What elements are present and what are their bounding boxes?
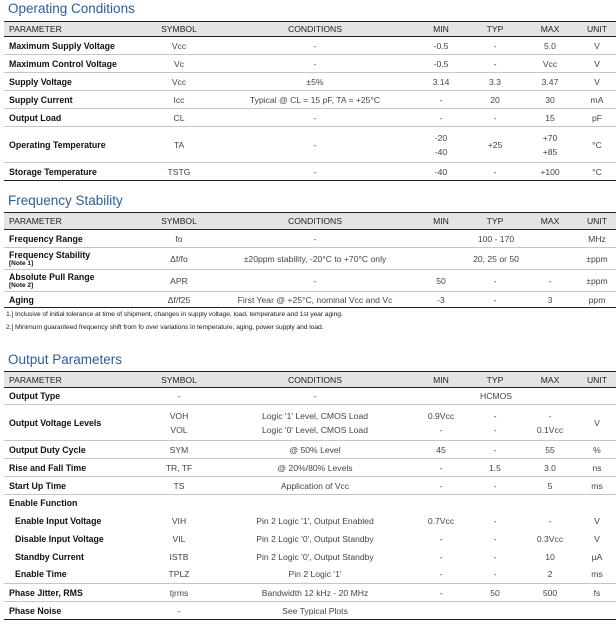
typ: 20 [468, 91, 522, 109]
table-row [4, 388, 616, 405]
col-parameter: PARAMETER [4, 213, 142, 230]
unit: ±ppm [578, 270, 616, 292]
note-ref: [Note 1] [9, 259, 34, 267]
table-row [4, 584, 616, 602]
min: -3 [414, 292, 468, 308]
typ: - [468, 163, 522, 181]
conditions: - [216, 127, 414, 163]
typ: - [493, 551, 497, 562]
max: 55 [522, 441, 578, 459]
param: Enable Function [9, 498, 78, 509]
table-row [4, 602, 616, 620]
table-row [4, 292, 616, 308]
max: 5 [522, 477, 578, 495]
param-label: Absolute Pull Range [9, 271, 95, 282]
min: - [414, 584, 468, 602]
conditions: First Year @ +25°C, nominal Vcc and Vc [216, 292, 414, 308]
conditions: Bandwidth 12 kHz - 20 MHz [216, 584, 414, 602]
unit: mA [578, 91, 616, 109]
col-symbol: SYMBOL [142, 22, 216, 37]
footnote-1: 1.] Inclusive of initial tolerance at time of shipment, changes in supply voltage, load, temperature and 1st year aging. [6, 311, 343, 318]
symbol: VIH [171, 515, 187, 526]
conditions: Application of Vcc [216, 477, 414, 495]
col-conditions: CONDITIONS [216, 22, 414, 37]
col-typ: TYP [468, 213, 522, 230]
conditions: Pin 2 Logic '1' [216, 566, 414, 584]
conditions: @ 50% Level [216, 441, 414, 459]
table-row [4, 55, 616, 73]
conditions-high: Logic '1' Level, CMOS Load [262, 410, 368, 421]
symbol: TR, TF [142, 459, 216, 477]
min: 50 [414, 270, 468, 292]
conditions: Pin 2 Logic '1', Output Enabled [256, 515, 374, 526]
frequency-stability-table [4, 212, 616, 308]
param: Aging [4, 292, 142, 308]
max: - [522, 270, 578, 292]
conditions: Pin 2 Logic '0', Output Standby [256, 533, 374, 544]
max: 5.0 [522, 37, 578, 55]
typ [468, 602, 522, 620]
param: Frequency Range [4, 230, 142, 248]
conditions: - [216, 163, 414, 181]
unit: °C [578, 163, 616, 181]
max: 10 [545, 551, 555, 562]
unit: fs [578, 584, 616, 602]
table-row [4, 127, 616, 163]
max: 2 [522, 566, 578, 584]
max: 3.47 [522, 73, 578, 91]
param-label: Frequency Stability [9, 249, 91, 260]
footnote-2: 2.] Minimum guaranteed frequency shift from fo over variations in temperature, aging, power supply and load. [6, 324, 324, 331]
min: 3.14 [414, 73, 468, 91]
unit: °C [578, 127, 616, 163]
typ: - [468, 55, 522, 73]
table-row [4, 512, 616, 530]
conditions: - [216, 37, 414, 55]
min: - [414, 566, 468, 584]
symbol: Vcc [142, 73, 216, 91]
table-row [4, 91, 616, 109]
unit: V [578, 73, 616, 91]
unit [578, 602, 616, 620]
max-high: - [548, 410, 552, 421]
min-value-alt: -40 [434, 146, 448, 157]
col-conditions: CONDITIONS [216, 213, 414, 230]
param: Operating Temperature [4, 127, 142, 163]
param: Maximum Control Voltage [4, 55, 142, 73]
max: +100 [522, 163, 578, 181]
table-row [4, 566, 616, 584]
typ: - [468, 292, 522, 308]
max: 30 [522, 91, 578, 109]
section-title-output: Output Parameters [8, 352, 123, 367]
conditions [216, 405, 414, 441]
col-min: MIN [414, 213, 468, 230]
min: - [414, 477, 468, 495]
min: - [439, 551, 443, 562]
max: 15 [522, 109, 578, 127]
typ: - [468, 477, 522, 495]
col-max: MAX [522, 213, 578, 230]
table-header [4, 372, 616, 388]
max: Vcc [522, 55, 578, 73]
min: - [439, 533, 443, 544]
col-max: MAX [522, 372, 578, 388]
typ: - [493, 515, 497, 526]
symbol: APR [142, 270, 216, 292]
table-row [4, 459, 616, 477]
section-title-operating: Operating Conditions [8, 1, 135, 16]
symbol: TSTG [142, 163, 216, 181]
min: 0.7Vcc [427, 515, 455, 526]
typ [468, 495, 522, 512]
param: Phase Noise [4, 602, 142, 620]
unit: V [578, 405, 616, 441]
symbol: tjrms [142, 584, 216, 602]
symbol: Δf/fo [142, 248, 216, 270]
typ: 100 - 170 [414, 230, 578, 248]
unit: V [578, 55, 616, 73]
max-low: 0.1Vcc [536, 424, 564, 435]
min-low: - [439, 424, 443, 435]
symbol: CL [142, 109, 216, 127]
col-min: MIN [414, 372, 468, 388]
conditions: Pin 2 Logic '0', Output Standby [256, 551, 374, 562]
conditions: ±20ppm stability, -20°C to +70°C only [216, 248, 414, 270]
table-row [4, 477, 616, 495]
symbol: TPLZ [142, 566, 216, 584]
col-unit: UNIT [578, 22, 616, 37]
symbol: - [142, 602, 216, 620]
param: Enable Time [4, 566, 142, 584]
typ: - [468, 109, 522, 127]
col-unit: UNIT [578, 213, 616, 230]
typ [468, 405, 522, 441]
param: Maximum Supply Voltage [4, 37, 142, 55]
param: Standby Current [15, 551, 84, 562]
table-row [4, 163, 616, 181]
symbol: VIL [172, 533, 186, 544]
conditions: - [216, 55, 414, 73]
param: Storage Temperature [4, 163, 142, 181]
symbol: ISTB [169, 551, 189, 562]
max-value-alt: +85 [542, 146, 558, 157]
param: Rise and Fall Time [4, 459, 142, 477]
conditions: Typical @ CL = 15 pF, TA = +25°C [216, 91, 414, 109]
table-header [4, 213, 616, 230]
unit: ms [578, 566, 616, 584]
param: Start Up Time [4, 477, 142, 495]
param: Output Type [4, 388, 142, 405]
conditions: ±5% [216, 73, 414, 91]
typ: - [493, 533, 497, 544]
max: 0.3Vcc [536, 533, 564, 544]
max [522, 405, 578, 441]
typ: HCMOS [414, 388, 578, 405]
typ-low: - [493, 424, 497, 435]
conditions [216, 495, 414, 512]
min: -40 [414, 163, 468, 181]
max [522, 602, 578, 620]
col-symbol: SYMBOL [142, 372, 216, 388]
col-unit: UNIT [578, 372, 616, 388]
max: 3 [522, 292, 578, 308]
table-row [4, 73, 616, 91]
min: -0.5 [414, 55, 468, 73]
min: - [414, 459, 468, 477]
min [414, 495, 468, 512]
symbol: Vc [142, 55, 216, 73]
unit: ppm [578, 292, 616, 308]
symbol: Δf/f25 [142, 292, 216, 308]
unit: pF [578, 109, 616, 127]
min: -0.5 [414, 37, 468, 55]
conditions-low: Logic '0' Level, CMOS Load [262, 424, 368, 435]
col-max: MAX [522, 22, 578, 37]
output-parameters-table [4, 371, 616, 620]
conditions: - [216, 109, 414, 127]
typ: 1.5 [468, 459, 522, 477]
max-value: +70 [542, 132, 558, 143]
symbol: TS [142, 477, 216, 495]
param: Phase Jitter, RMS [4, 584, 142, 602]
conditions: - [216, 388, 414, 405]
symbol: Icc [142, 91, 216, 109]
table-row [4, 441, 616, 459]
symbol: TA [142, 127, 216, 163]
unit: V [578, 37, 616, 55]
section-title-frequency: Frequency Stability [8, 193, 123, 208]
min: - [414, 91, 468, 109]
conditions: @ 20%/80% Levels [216, 459, 414, 477]
unit: % [578, 441, 616, 459]
note-ref: [Note 2] [9, 281, 34, 289]
min-value: -20 [434, 132, 448, 143]
col-symbol: SYMBOL [142, 213, 216, 230]
col-parameter: PARAMETER [4, 372, 142, 388]
min [414, 405, 468, 441]
unit: V [594, 533, 600, 544]
max [522, 495, 578, 512]
min [414, 602, 468, 620]
min-high: 0.9Vcc [427, 410, 455, 421]
table-row [4, 530, 616, 548]
unit [578, 388, 616, 405]
symbol-voh: VOH [169, 410, 189, 421]
col-conditions: CONDITIONS [216, 372, 414, 388]
typ: - [468, 270, 522, 292]
operating-conditions-table [4, 21, 616, 181]
unit: ns [578, 459, 616, 477]
unit: ±ppm [578, 248, 616, 270]
table-row [4, 230, 616, 248]
col-typ: TYP [468, 22, 522, 37]
param: Output Voltage Levels [4, 405, 142, 441]
table-row [4, 495, 616, 512]
min: 45 [414, 441, 468, 459]
unit: ms [578, 477, 616, 495]
max: 500 [522, 584, 578, 602]
table-row [4, 248, 616, 270]
table-row [4, 37, 616, 55]
unit: MHz [578, 230, 616, 248]
unit: µA [591, 551, 603, 562]
symbol: - [142, 388, 216, 405]
col-min: MIN [414, 22, 468, 37]
param [4, 270, 142, 292]
symbol [142, 405, 216, 441]
unit: V [594, 515, 600, 526]
param: Disable Input Voltage [15, 533, 104, 544]
max [522, 127, 578, 163]
conditions: - [216, 230, 414, 248]
table-row [4, 109, 616, 127]
typ: 50 [468, 584, 522, 602]
typ: +25 [468, 127, 522, 163]
param: Output Duty Cycle [4, 441, 142, 459]
typ: 20, 25 or 50 [414, 248, 578, 270]
table-row [4, 270, 616, 292]
param: Supply Voltage [4, 73, 142, 91]
max: 3.0 [522, 459, 578, 477]
param: Supply Current [4, 91, 142, 109]
max: - [548, 515, 552, 526]
symbol: fo [142, 230, 216, 248]
typ: - [468, 566, 522, 584]
conditions: - [216, 270, 414, 292]
col-parameter: PARAMETER [4, 22, 142, 37]
min [414, 127, 468, 163]
symbol: Vcc [142, 37, 216, 55]
param: Enable Input Voltage [15, 515, 102, 526]
symbol-vol: VOL [170, 424, 188, 435]
table-row [4, 405, 616, 441]
symbol: SYM [142, 441, 216, 459]
param [4, 248, 142, 270]
typ: - [468, 37, 522, 55]
conditions: See Typical Plots [216, 602, 414, 620]
unit [578, 495, 616, 512]
typ-high: - [493, 410, 497, 421]
param: Output Load [4, 109, 142, 127]
table-row [4, 548, 616, 566]
min: - [414, 109, 468, 127]
table-header [4, 22, 616, 37]
col-typ: TYP [468, 372, 522, 388]
symbol [142, 495, 216, 512]
typ: - [468, 441, 522, 459]
typ: 3.3 [468, 73, 522, 91]
